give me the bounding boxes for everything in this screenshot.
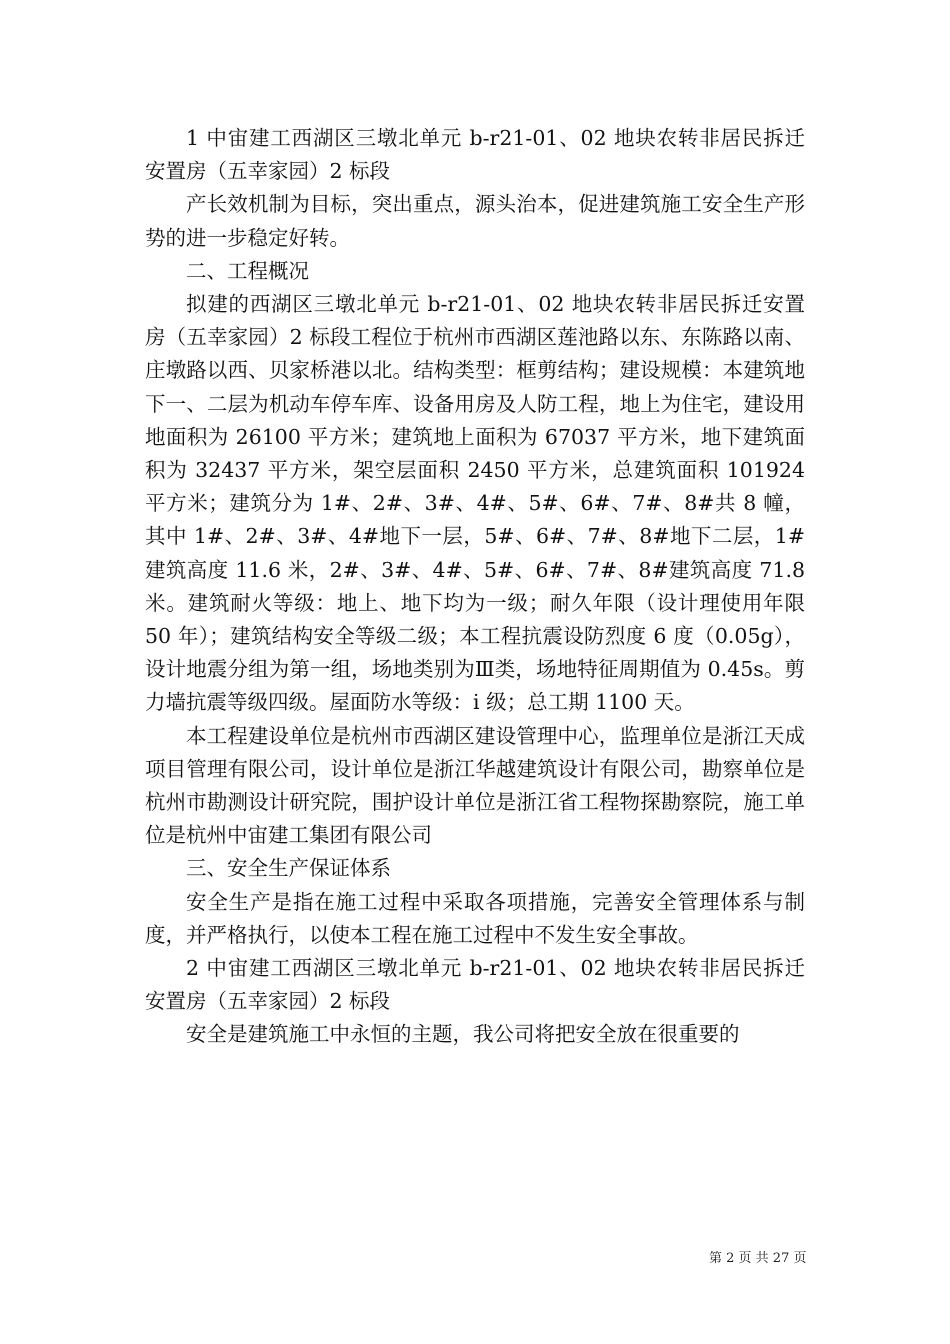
section-heading-project-overview: 二、工程概况 xyxy=(186,258,309,283)
page-number: 第 2 页 共 27 页 xyxy=(709,1251,807,1266)
document-body xyxy=(145,122,805,1052)
body-paragraph-project-overview: 拟建的西湖区三墩北单元 b-r21-01、02 地块农转非居民拆迁安置房（五幸家园）2 标段工程位于杭州市西湖区莲池路以东、东陈路以南、庄墩路以西、贝家桥港以北。结构类型：框剪结构；建设规模：本建筑地下一、二层为机动车停车库、设备用房及人防工程，地上为住宅，建设用地面积为 26100 平方米；建筑地上面积为 67037 平方米，地下建筑面积为 32437 平方米，架空层面积 2450 平方米，总建筑面积 101924 平方米；建筑分为 1#、2#、3#、4#、5#、6#、7#、8#共 8 幢，其中 1#、2#、3#、4#地下一层，5#、6#、7#、8#地下二层，1#建筑高度 11.6 米，2#、3#、4#、5#、6#、7#、8#建筑高度 71.8 米。建筑耐火等级：地上、地下均为一级；耐久年限（设计理使用年限 50 年）；建筑结构安全等级二级；本工程抗震设防烈度 6 度（0.05g），设计地震分组为第一组，场地类别为Ⅲ类，场地特征周期值为 0.45s。剪力墙抗震等级四级。屋面防水等级：i 级；总工期 1100 天。 xyxy=(145,292,805,715)
header-line-2: 2 中宙建工西湖区三墩北单元 b-r21-01、02 地块农转非居民拆迁安置房（五幸家园）2 标段 xyxy=(145,956,805,1014)
body-paragraph: 产长效机制为目标，突出重点，源头治本，促进建筑施工安全生产形势的进一步稳定好转。 xyxy=(145,192,805,250)
header-line-1: 1 中宙建工西湖区三墩北单元 b-r21-01、02 地块农转非居民拆迁安置房（五幸家园）2 标段 xyxy=(145,126,805,184)
body-paragraph-parties: 本工程建设单位是杭州市西湖区建设管理中心，监理单位是浙江天成项目管理有限公司，设计单位是浙江华越建筑设计有限公司，勘察单位是杭州市勘测设计研究院，围护设计单位是浙江省工程物探勘察院，施工单位是杭州中宙建工集团有限公司 xyxy=(145,723,805,848)
body-paragraph-safety: 安全生产是指在施工过程中采取各项措施，完善安全管理体系与制度，并严格执行，以使本工程在施工过程中不发生安全事故。 xyxy=(145,889,805,947)
section-heading-safety-system: 三、安全生产保证体系 xyxy=(186,856,391,881)
body-paragraph-safety-theme: 安全是建筑施工中永恒的主题，我公司将把安全放在很重要的 xyxy=(186,1022,740,1047)
